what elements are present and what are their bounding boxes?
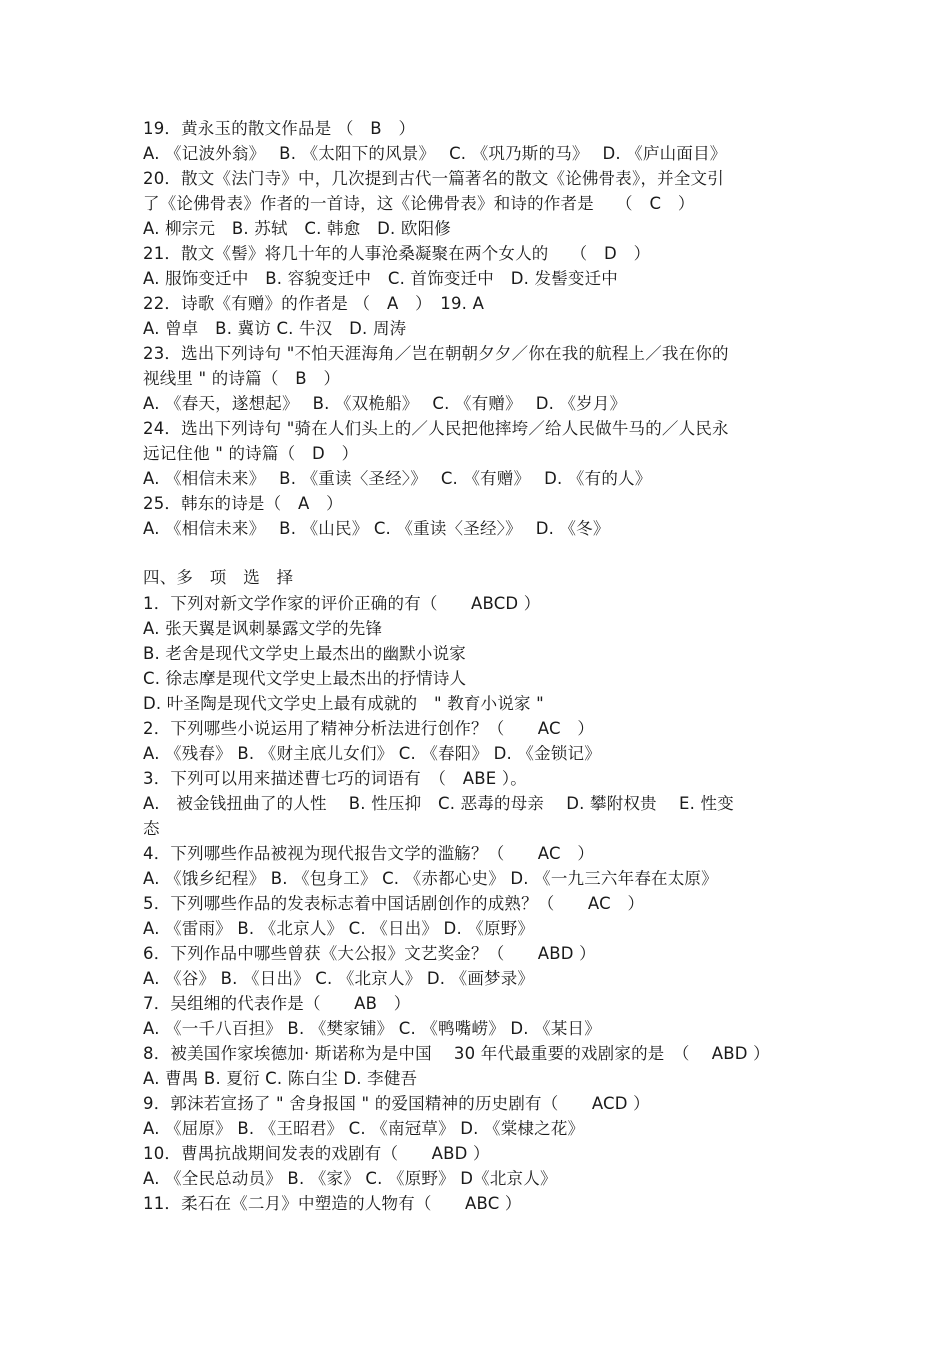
- mc-question-4: 4．下列哪些作品被视为现代报告文学的滥觞？（ AC ）: [143, 844, 595, 863]
- mc-question-8: 8．被美国作家埃德加· 斯诺称为是中国 30 年代最重要的戏剧家的是 （ ABD ）: [143, 1044, 770, 1063]
- mc-options-8: A. 曹禺 B. 夏衍 C. 陈白尘 D. 李健吾: [143, 1069, 418, 1088]
- mc-question-10: 10．曹禺抗战期间发表的戏剧有（ ABD ）: [143, 1144, 490, 1163]
- options-22: A. 曾卓 B. 冀访 C. 牛汉 D. 周涛: [143, 319, 407, 338]
- mc-question-5: 5．下列哪些作品的发表标志着中国话剧创作的成熟？（ AC ）: [143, 894, 645, 913]
- options-24: A. 《相信未来》 B. 《重读〈圣经〉》 C. 《有赠》 D. 《有的人》: [143, 469, 652, 488]
- question-24-cont: 远记住他 " 的诗篇（ D ）: [143, 444, 359, 463]
- mc-option-1c: C. 徐志摩是现代文学史上最杰出的抒情诗人: [143, 669, 467, 688]
- question-20-cont: 了《论佛骨表》作者的一首诗，这《论佛骨表》和诗的作者是 （ C ）: [143, 194, 695, 213]
- mc-question-3: 3．下列可以用来描述曹七巧的词语有 （ ABE ）。: [143, 769, 527, 788]
- mc-question-6: 6．下列作品中哪些曾获《大公报》文艺奖金？（ ABD ）: [143, 944, 596, 963]
- options-19: A. 《记波外翁》 B. 《太阳下的风景》 C. 《巩乃斯的马》 D. 《庐山面目》: [143, 144, 727, 163]
- mc-question-11: 11．柔石在《二月》中塑造的人物有（ ABC ）: [143, 1194, 522, 1213]
- mc-question-7: 7．吴组缃的代表作是（ AB ）: [143, 994, 411, 1013]
- mc-question-9: 9．郭沫若宣扬了 " 舍身报国 " 的爱国精神的历史剧有（ ACD ）: [143, 1094, 650, 1113]
- options-21: A. 服饰变迁中 B. 容貌变迁中 C. 首饰变迁中 D. 发髻变迁中: [143, 269, 619, 288]
- mc-options-3: A. 被金钱扭曲了的人性 B. 性压抑 C. 恶毒的母亲 D. 攀附权贵 E. 性变: [143, 794, 734, 813]
- question-19: 19．黄永玉的散文作品是 （ B ）: [143, 119, 416, 138]
- mc-option-1a: A. 张天翼是讽刺暴露文学的先锋: [143, 619, 383, 638]
- question-20: 20．散文《法门寺》中，几次提到古代一篇著名的散文《论佛骨表》，并全文引: [143, 169, 724, 188]
- question-23-cont: 视线里 " 的诗篇（ B ）: [143, 369, 341, 388]
- question-22: 22．诗歌《有赠》的作者是 （ A ） 19. A: [143, 294, 485, 313]
- mc-options-4: A. 《饿乡纪程》 B. 《包身工》 C. 《赤都心史》 D. 《一九三六年春在太原》: [143, 869, 718, 888]
- mc-options-7: A. 《一千八百担》 B. 《樊家铺》 C. 《鸭嘴崂》 D. 《某日》: [143, 1019, 601, 1038]
- mc-options-2: A. 《残春》 B. 《财主底儿女们》 C. 《春阳》 D. 《金锁记》: [143, 744, 601, 763]
- mc-options-6: A. 《谷》 B. 《日出》 C. 《北京人》 D. 《画梦录》: [143, 969, 535, 988]
- question-21: 21．散文《髻》将几十年的人事沧桑凝聚在两个女人的 （ D ）: [143, 244, 651, 263]
- mc-option-1d: D. 叶圣陶是现代文学史上最有成就的 " 教育小说家 ": [143, 694, 544, 713]
- mc-question-1: 1．下列对新文学作家的评价正确的有（ ABCD ）: [143, 594, 541, 613]
- mc-options-3-cont: 态: [143, 819, 160, 838]
- question-23: 23．选出下列诗句 "不怕天涯海角／岂在朝朝夕夕／你在我的航程上／我在你的: [143, 344, 729, 363]
- mc-options-10: A. 《全民总动员》 B. 《家》 C. 《原野》 D《北京人》: [143, 1169, 557, 1188]
- question-25: 25．韩东的诗是（ A ）: [143, 494, 343, 513]
- mc-options-5: A. 《雷雨》 B. 《北京人》 C. 《日出》 D. 《原野》: [143, 919, 535, 938]
- mc-option-1b: B. 老舍是现代文学史上最杰出的幽默小说家: [143, 644, 467, 663]
- options-25: A. 《相信未来》 B. 《山民》 C. 《重读〈圣经〉》 D. 《冬》: [143, 519, 610, 538]
- question-24: 24．选出下列诗句 "骑在人们头上的／人民把他摔垮／给人民做牛马的／人民永: [143, 419, 729, 438]
- options-23: A. 《春天，遂想起》 B. 《双桅船》 C. 《有赠》 D. 《岁月》: [143, 394, 627, 413]
- section-heading-multiple-choice: 四、多 项 选 择: [143, 568, 294, 587]
- mc-question-2: 2．下列哪些小说运用了精神分析法进行创作？（ AC ）: [143, 719, 595, 738]
- options-20: A. 柳宗元 B. 苏轼 C. 韩愈 D. 欧阳修: [143, 219, 452, 238]
- mc-options-9: A. 《屈原》 B. 《王昭君》 C. 《南冠草》 D. 《棠棣之花》: [143, 1119, 585, 1138]
